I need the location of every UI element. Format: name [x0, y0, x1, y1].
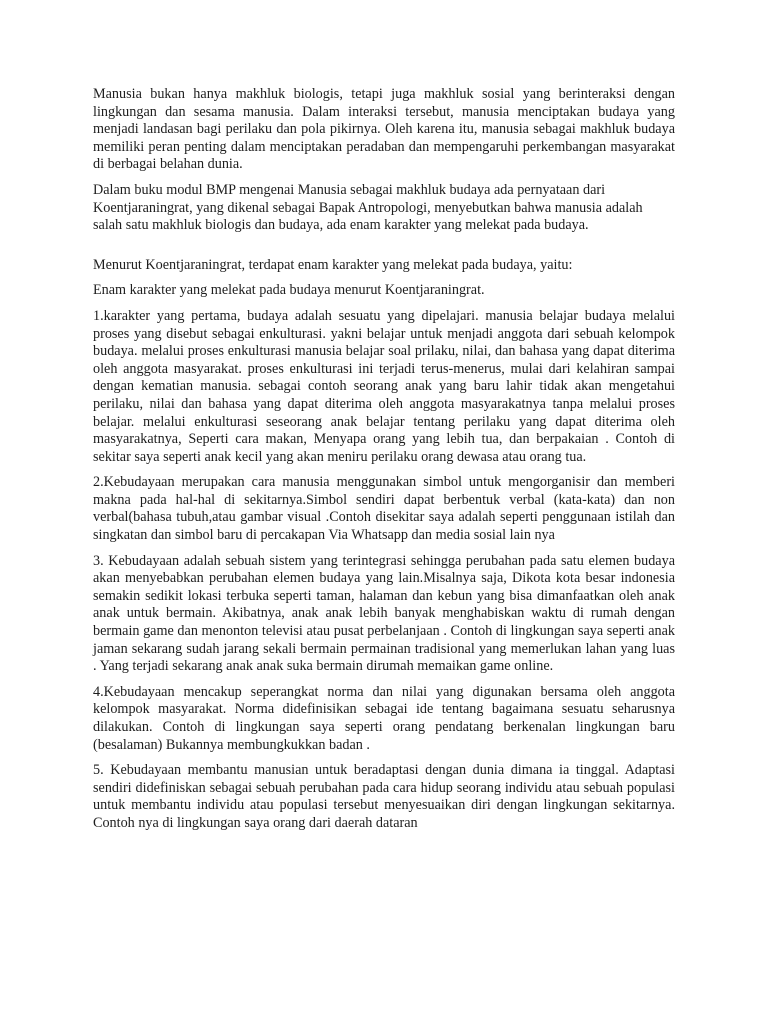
document-page	[93, 86, 675, 841]
character-3-paragraph: 3. Kebudayaan adalah sebuah sistem yang terintegrasi sehingga perubahan pada satu elemen budaya akan menyebabkan perubahan elemen budaya yang lain.Misalnya saja, Dikota kota besar indonesia semakin sedikit lokasi terbuka seperti taman, halaman dan kebun yang bisa dimanfaatkan oleh anak anak untuk bermain. Akibatnya, anak anak lebih banyak menghabiskan waktu di rumah dengan bermain game dan menonton televisi atau pusat perbelanjaan . Contoh di lingkungan saya seperti anak jaman sekarang sudah jarang sekali bermain permainan tradisional yang memerlukan lahan yang luas . Yang terjadi sekarang anak anak suka bermain dirumah memaikan game online.	[93, 552, 675, 675]
intro-paragraph: Manusia bukan hanya makhluk biologis, tetapi juga makhluk sosial yang berinteraksi dengan lingkungan dan sesama manusia. Dalam interaksi tersebut, manusia menciptakan budaya yang menjadi landasan bagi perilaku dan pola pikirnya. Oleh karena itu, manusia sebagai makhluk budaya memiliki peran penting dalam menciptakan peradaban dan mempengaruhi perkembangan masyarakat di berbagai belahan dunia.	[93, 86, 675, 173]
bmp-paragraph: Dalam buku modul BMP mengenai Manusia sebagai makhluk budaya ada pernyataan dari Koentjaraningrat, yang dikenal sebagai Bapak Antropologi, menyebutkan bahwa manusia adalah salah satu makhluk biologis dan budaya, ada enam karakter yang melekat pada budaya.	[93, 181, 643, 234]
character-1-paragraph: 1.karakter yang pertama, budaya adalah sesuatu yang dipelajari. manusia belajar budaya melalui proses yang disebut sebagai enkulturasi. yakni belajar untuk menjadi anggota dari sebuah kelompok budaya. melalui proses enkulturasi manusia belajar soal prilaku, nilai, dan bahasa yang dapat diterima oleh anggota masyarakat. proses enkulturasi ini terjadi terus-menerus, mulai dari kelahiran sampai dengan kematian manusia. sebagai contoh seorang anak yang baru lahir tidak akan mengetahui perilaku, nilai dan bahasa yang dapat diterima oleh anggota masyarakatnya tanpa melalui proses belajar. melalui enkulturasi seseorang anak belajar tentang perilaku yang dapat diterima oleh masyarakatnya, Seperti cara makan, Menyapa orang yang lebih tua, dan berpakaian . Contoh di sekitar saya seperti anak kecil yang akan meniru perilaku orang dewasa atau orang tua.	[93, 307, 675, 465]
koentjaraningrat-intro: Menurut Koentjaraningrat, terdapat enam karakter yang melekat pada budaya, yaitu:	[93, 256, 573, 273]
character-5-paragraph: 5. Kebudayaan membantu manusian untuk beradaptasi dengan dunia dimana ia tinggal. Adaptasi sendiri didefiniskan sebagai sebuah perubahan pada cara hidup seorang individu atau sebuah populasi untuk membantu individu atau populasi tersebut menyesuaikan diri dengan lingkungan sekitarnya. Contoh nya di lingkungan saya orang dari daerah dataran	[93, 762, 675, 831]
character-4-paragraph: 4.Kebudayaan mencakup seperangkat norma dan nilai yang digunakan bersama oleh anggota kelompok masyarakat. Norma didefinisikan sebagai ide tentang bagaimana sesuatu seharusnya dilakukan. Contoh di lingkungan saya seperti orang pendatang berkenalan lingkungan baru (besalaman) Bukannya membungkukkan badan .	[93, 683, 675, 753]
six-characters-heading: Enam karakter yang melekat pada budaya menurut Koentjaraningrat.	[93, 282, 485, 299]
character-2-paragraph: 2.Kebudayaan merupakan cara manusia menggunakan simbol untuk mengorganisir dan memberi makna pada hal-hal di sekitarnya.Simbol sendiri dapat berbentuk verbal (kata-kata) dan non verbal(bahasa tubuh,atau gambar visual .Contoh disekitar saya adalah seperti penggunaan istilah dan singkatan dan simbol baru di percakapan Via Whatsapp dan media sosial lain nya	[93, 474, 675, 544]
